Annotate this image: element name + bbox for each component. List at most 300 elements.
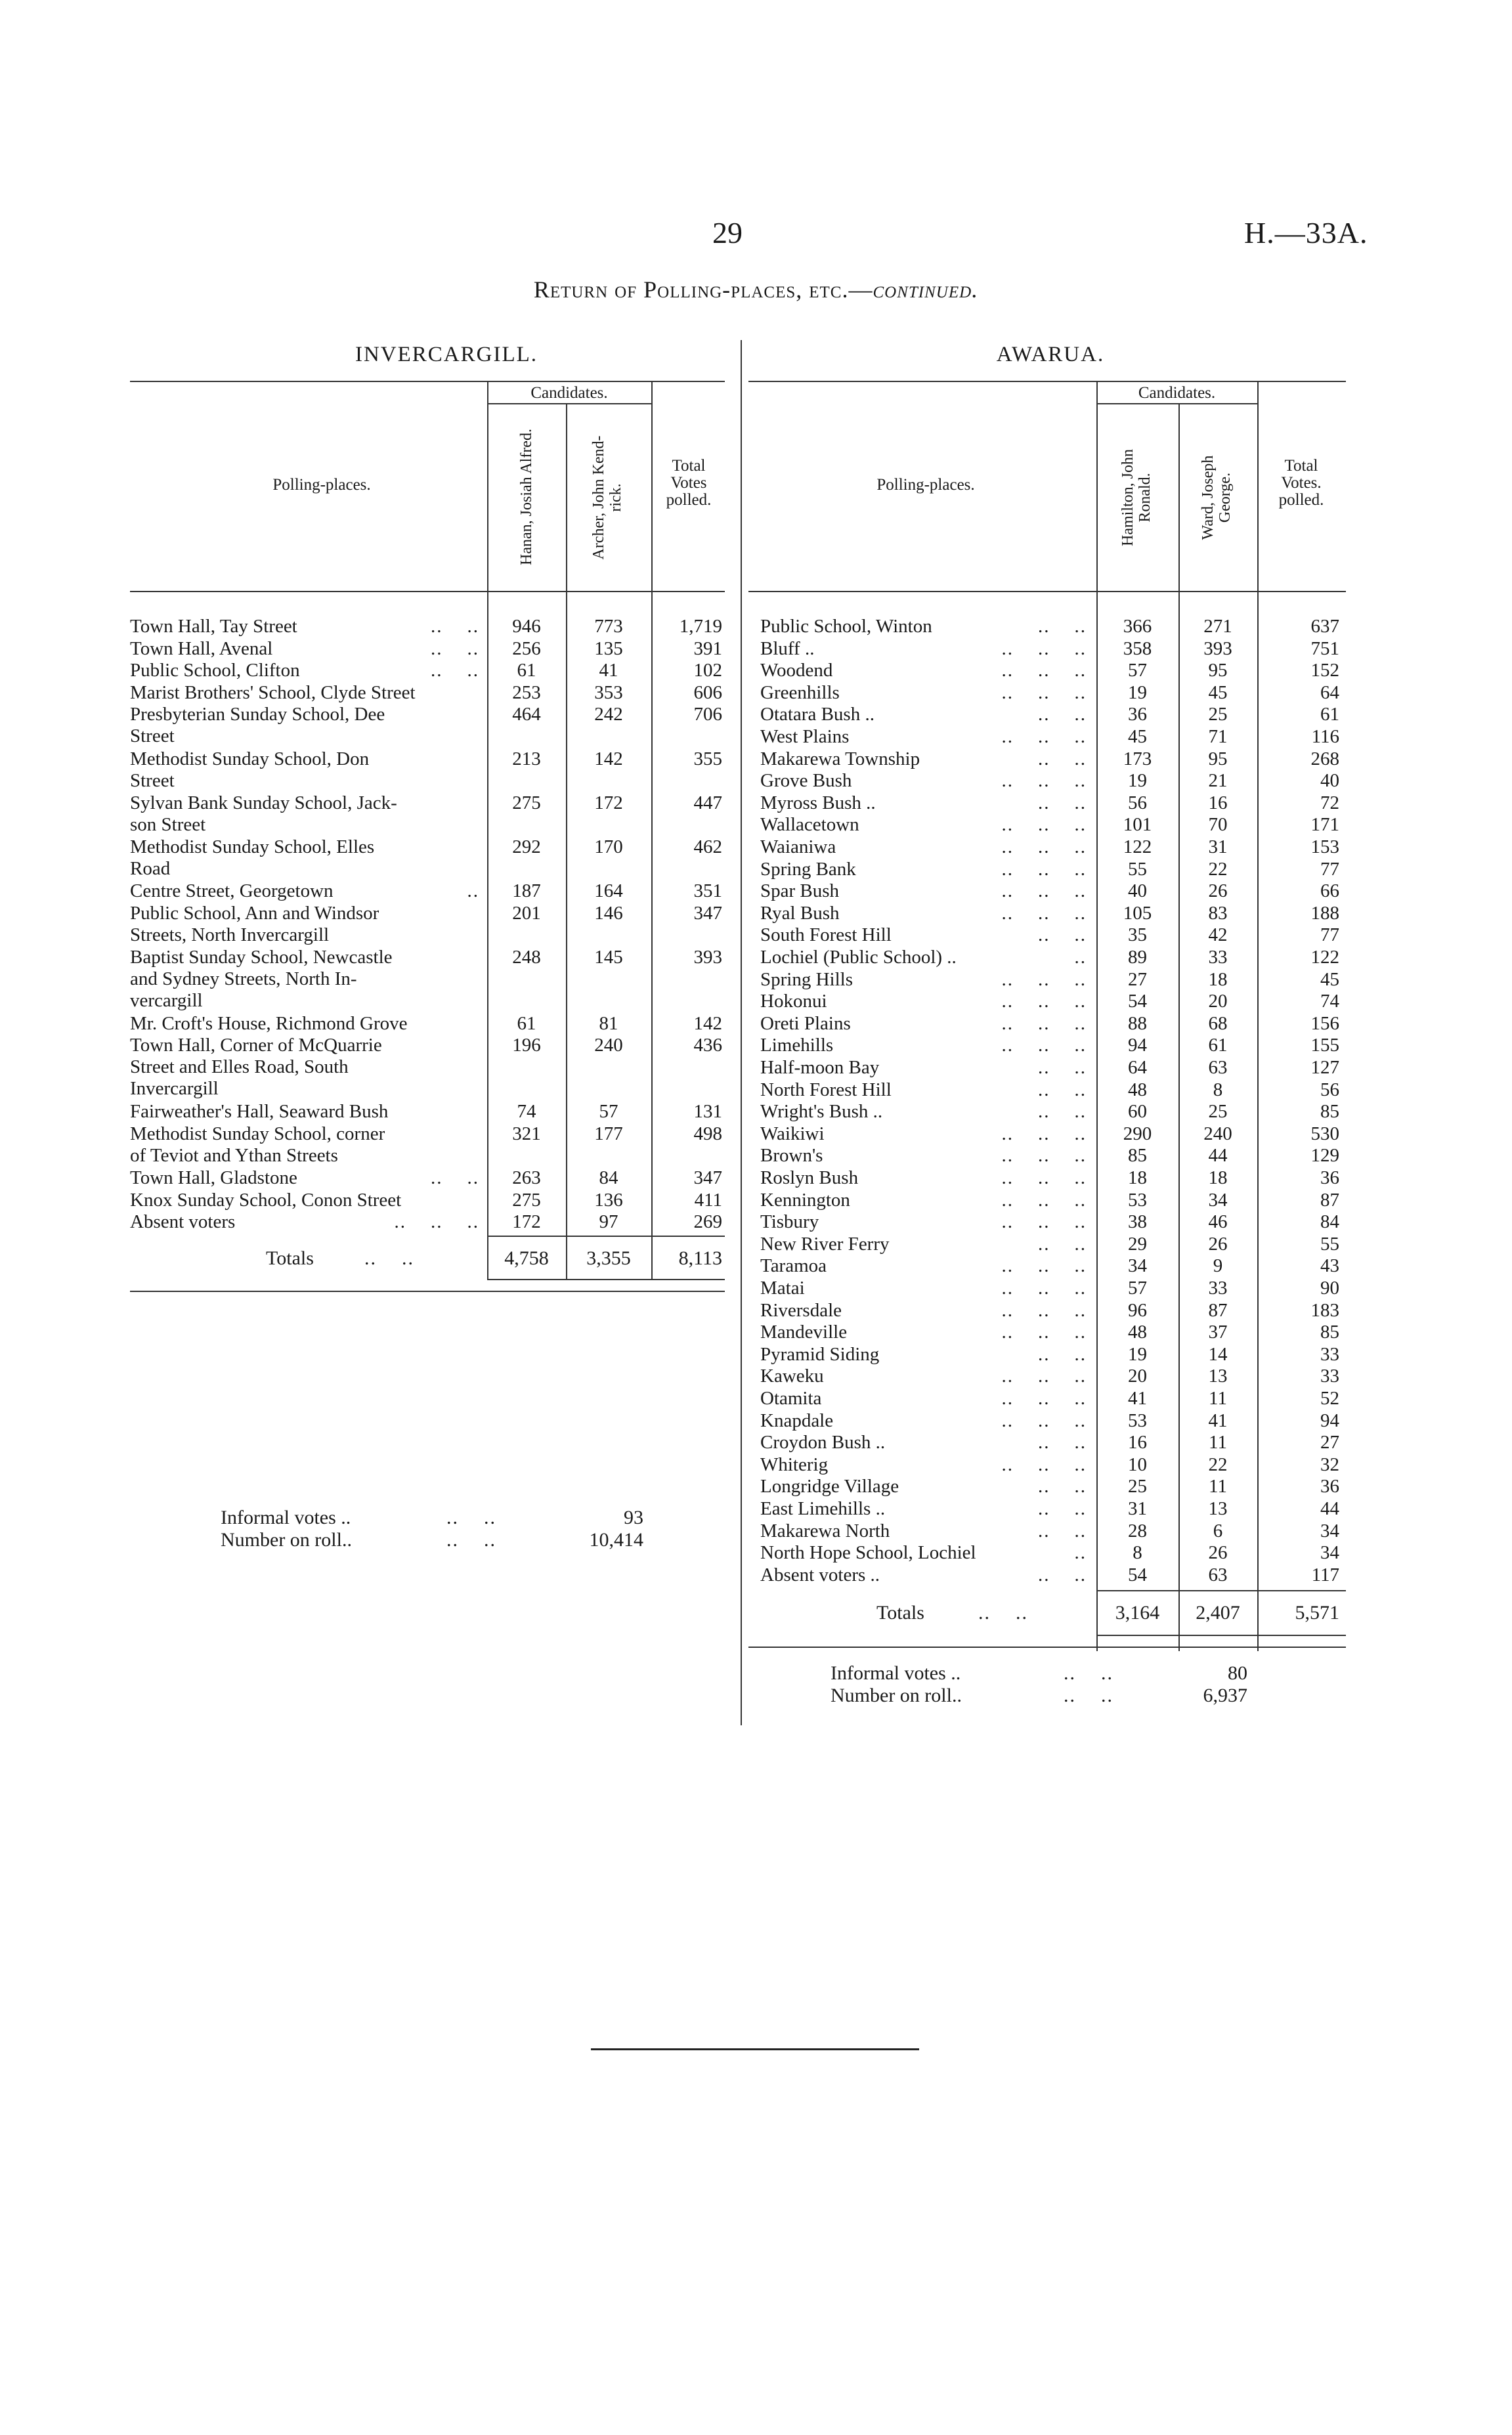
awa-row-leader: .. .. .. [1001,1167,1087,1188]
awa-row-leader: .. [1074,947,1087,968]
awa-row-total: 94 [1320,1410,1339,1431]
inv-roll-label: Number on roll.. [221,1529,352,1551]
awa-row-name: Hokonui [760,991,827,1012]
awa-row-name: Spring Bank [760,858,856,880]
awa-row-votes-a: 57 [1128,660,1147,681]
awa-row-name: Waikiwi [760,1123,825,1144]
awa-row-votes-b: 63 [1208,1057,1228,1078]
inv-row-votes-b: 242 [594,704,623,725]
awa-row-votes-b: 26 [1208,880,1228,902]
awa-row [0,991,1512,1013]
awa-row [0,1564,1512,1587]
inv-row-name: Public School, Clifton [130,660,300,681]
awa-row-votes-b: 22 [1208,858,1228,880]
awa-totals-rule [1096,1590,1346,1591]
awa-row-total: 116 [1311,726,1339,747]
awa-row-leader: .. .. .. [1001,1012,1087,1034]
awa-row-votes-b: 44 [1208,1145,1228,1167]
awa-row-leader: .. .. .. [1001,637,1087,659]
inv-row-votes-b: 136 [594,1189,623,1211]
awa-row-total: 87 [1320,1189,1339,1211]
awa-row [0,638,1512,660]
inv-row-total: 706 [693,704,722,725]
awa-row-leader: .. .. .. [1001,1123,1087,1144]
awa-row-total: 268 [1310,748,1339,769]
awa-row [0,1079,1512,1102]
awa-row-votes-b: 95 [1208,660,1228,681]
awa-row [0,859,1512,881]
inv-row-leader: .. .. [431,660,479,681]
awa-row-leader: .. .. .. [1001,1388,1087,1409]
inv-row-total: 498 [693,1123,722,1144]
awa-row-name: Kennington [760,1189,850,1211]
awa-row-leader: .. .. [1038,1520,1087,1541]
awa-row-votes-b: 34 [1208,1189,1228,1211]
inv-row-votes-a: 61 [517,1012,536,1034]
awa-row-name: Spring Hills [760,968,853,990]
awa-row [0,947,1512,969]
inv-row-name: Sylvan Bank Sunday School, Jack- son Street [130,792,397,835]
inv-row-total: 347 [693,1167,722,1188]
inv-row-votes-a: 256 [512,637,541,659]
awa-row-total: 36 [1320,1167,1339,1188]
awa-row-votes-a: 60 [1128,1101,1147,1123]
awa-row-total: 72 [1320,792,1339,813]
awa-row-votes-a: 35 [1128,924,1147,946]
awa-row-total: 127 [1310,1057,1339,1078]
inv-header-rule [130,591,725,592]
awa-totals-dots: .. .. [978,1602,1028,1624]
inv-row-votes-a: 187 [512,880,541,902]
awa-row-name: West Plains [760,726,850,747]
awa-row-name: Woodend [760,660,833,681]
awa-row-votes-a: 94 [1128,1035,1147,1056]
awa-row [0,836,1512,859]
inv-col-polling: Polling-places. [272,476,371,494]
awa-row [0,770,1512,792]
awa-row [0,748,1512,771]
awa-row [0,1167,1512,1190]
inv-row-name: Marist Brothers' School, Clyde Street [130,681,416,703]
awa-row-votes-b: 11 [1209,1476,1227,1498]
awa-row-votes-b: 240 [1203,1123,1232,1144]
awa-row-leader: .. .. [1038,1498,1087,1519]
inv-row-votes-b: 353 [594,681,623,703]
inv-row-votes-a: 213 [512,748,541,769]
inv-row-votes-a: 292 [512,836,541,857]
awa-row-leader: .. .. [1038,1101,1087,1123]
title-main: Return of Polling-places, etc.— [533,276,873,303]
awa-row-total: 122 [1310,947,1339,968]
inv-row-name: Methodist Sunday School, Elles Road [130,836,375,879]
awa-row-total: 188 [1310,902,1339,924]
awa-top-rule [748,381,1346,382]
awa-row-votes-b: 42 [1208,924,1228,946]
awa-row-name: Grove Bush [760,770,852,792]
awa-row [0,1278,1512,1300]
awa-row [0,660,1512,682]
awa-row-votes-b: 25 [1208,1101,1228,1123]
awa-row-leader: .. .. [1038,1233,1087,1255]
page-bottom-rule [591,2048,919,2050]
awa-row-total: 55 [1320,1233,1339,1255]
awa-row-leader: .. .. .. [1001,991,1087,1012]
awa-row-votes-a: 45 [1128,726,1147,747]
awa-row-name: Knapdale [760,1410,834,1431]
awa-row-name: Makarewa North [760,1520,890,1541]
awa-roll-value: 6,937 [1203,1685,1247,1706]
awa-row [0,1101,1512,1123]
awa-row [0,1542,1512,1564]
awa-row-votes-b: 25 [1208,704,1228,725]
awa-candidates-rule [1096,403,1257,404]
awa-row-votes-a: 366 [1123,616,1152,637]
awa-row-votes-b: 33 [1208,947,1228,968]
awa-row-name: Wright's Bush .. [760,1101,883,1123]
awa-row-leader: .. .. [1038,1343,1087,1365]
awa-row-votes-b: 46 [1208,1211,1228,1233]
inv-informal-value: 93 [624,1507,643,1528]
awa-row-votes-a: 10 [1128,1454,1147,1475]
inv-total-b: 3,355 [586,1247,631,1269]
inv-total-t: 8,113 [678,1247,722,1269]
awa-row-name: North Forest Hill [760,1079,892,1100]
awa-row-total: 33 [1320,1343,1339,1365]
awa-row [0,1366,1512,1388]
inv-row-leader: .. [467,880,479,902]
inv-row-name: Methodist Sunday School, Don Street [130,748,370,791]
awa-row-total: 34 [1320,1542,1339,1564]
awa-row-leader: .. .. [1038,924,1087,946]
awa-row [0,616,1512,638]
inv-row-total: 102 [693,660,722,681]
awa-row-votes-b: 26 [1208,1233,1228,1255]
awa-row-total: 74 [1320,991,1339,1012]
awa-row-total: 183 [1310,1299,1339,1321]
awa-row-votes-a: 41 [1128,1388,1147,1409]
awa-row-votes-a: 27 [1128,968,1147,990]
awa-row-votes-a: 36 [1128,704,1147,725]
awa-row [0,1013,1512,1035]
inv-row-name: Public School, Ann and Windsor Streets, North Invercargill [130,902,379,945]
inv-row-votes-a: 275 [512,792,541,813]
awa-row-name: Public School, Winton [760,616,932,637]
awa-candidate-2: Ward, Joseph George. [1199,455,1234,540]
awa-row-votes-a: 25 [1128,1476,1147,1498]
awa-roll-dots: .. .. [1064,1685,1113,1706]
awa-row-name: North Hope School, Lochiel [760,1542,976,1564]
awa-row-leader: .. .. .. [1001,1211,1087,1233]
awa-row [0,1322,1512,1344]
awa-row-leader: .. .. .. [1001,770,1087,792]
awa-row-total: 45 [1320,968,1339,990]
inv-row-total: 351 [693,880,722,902]
awa-row-votes-b: 11 [1209,1388,1227,1409]
awa-row-total: 155 [1310,1035,1339,1056]
inv-col-total: Total Votes polled. [666,457,712,509]
awa-row-total: 153 [1310,836,1339,857]
inv-informal-label: Informal votes .. [221,1507,351,1528]
awa-row [0,1388,1512,1410]
awa-row-votes-a: 19 [1128,770,1147,792]
awa-row [0,1498,1512,1520]
inv-row-name: Absent voters [130,1211,236,1233]
awa-row-name: Riversdale [760,1299,842,1321]
awa-row-total: 751 [1310,637,1339,659]
inv-row-votes-b: 240 [594,1035,623,1056]
awa-row-leader: .. .. [1038,704,1087,725]
awa-row-votes-a: 53 [1128,1189,1147,1211]
inv-row-votes-a: 464 [512,704,541,725]
awa-roll-label: Number on roll.. [831,1685,962,1706]
awa-row-votes-b: 13 [1208,1498,1228,1519]
awa-row-total: 64 [1320,681,1339,703]
inv-row-name: Methodist Sunday School, corner of Teviot and Ythan Streets [130,1123,385,1166]
awa-row-name: Otatara Bush .. [760,704,875,725]
inv-row-votes-b: 177 [594,1123,623,1144]
inv-candidate-2: Archer, John Kend- rick. [590,435,624,560]
inv-row-name: Town Hall, Tay Street [130,616,297,637]
awa-row-total: 33 [1320,1366,1339,1387]
awa-row-leader: .. .. .. [1001,1145,1087,1167]
awa-row-votes-a: 290 [1123,1123,1152,1144]
awarua-heading: AWARUA. [996,343,1105,366]
awa-col-candidates: Candidates. [1138,384,1216,402]
inv-row-votes-a: 196 [512,1035,541,1056]
awa-row-leader: .. .. [1038,1564,1087,1585]
awa-row-name: Roslyn Bush [760,1167,859,1188]
inv-row-total: 447 [693,792,722,813]
awa-row-total: 77 [1320,924,1339,946]
inv-row-votes-b: 145 [594,947,623,968]
inv-total-a: 4,758 [504,1247,549,1269]
awa-row-votes-a: 105 [1123,902,1152,924]
awa-row [0,1344,1512,1366]
inv-row-votes-a: 74 [517,1101,536,1123]
inv-row-name: Presbyterian Sunday School, Dee Street [130,704,385,747]
awa-row [0,1255,1512,1278]
inv-row-votes-a: 61 [517,660,536,681]
awa-row-votes-a: 29 [1128,1233,1147,1255]
document-reference: H.—33A. [1244,216,1368,249]
awa-bottom-rule-full [748,1647,1346,1648]
awa-row-votes-a: 40 [1128,880,1147,902]
inv-row-votes-b: 81 [599,1012,618,1034]
awa-row-votes-a: 8 [1133,1542,1142,1564]
awa-row-votes-b: 20 [1208,991,1228,1012]
awa-row-name: New River Ferry [760,1233,890,1255]
awa-row-votes-b: 83 [1208,902,1228,924]
awa-row-votes-a: 34 [1128,1255,1147,1277]
inv-candidates-rule [487,403,651,404]
awa-row-votes-a: 89 [1128,947,1147,968]
awa-total-t: 5,571 [1295,1602,1339,1624]
awa-row-total: 56 [1320,1079,1339,1100]
awa-row-votes-b: 16 [1208,792,1228,813]
awa-row [0,1432,1512,1454]
awa-row-votes-b: 8 [1213,1079,1223,1100]
awa-row-leader: .. [1074,1542,1087,1564]
awa-header-rule [748,591,1346,592]
awa-row-leader: .. .. [1038,1057,1087,1078]
inv-row-name: Town Hall, Avenal [130,637,273,659]
inv-row-votes-a: 321 [512,1123,541,1144]
awa-row-votes-a: 54 [1128,1564,1147,1585]
awa-row [0,924,1512,947]
inv-row-total: 393 [693,947,722,968]
awa-row-name: Spar Bush [760,880,840,902]
awa-row-votes-b: 61 [1208,1035,1228,1056]
awa-row-votes-b: 95 [1208,748,1228,769]
awa-row-name: Limehills [760,1035,834,1056]
inv-roll-value: 10,414 [589,1529,643,1551]
inv-row-total: 1,719 [679,616,722,637]
page-number: 29 [712,216,743,249]
awa-row [0,704,1512,726]
awa-row-name: Makarewa Township [760,748,920,769]
awa-row [0,903,1512,925]
awa-row-name: Wallacetown [760,814,859,836]
awa-row-votes-b: 271 [1203,616,1232,637]
awa-row-votes-a: 57 [1128,1278,1147,1299]
awa-row-votes-b: 9 [1213,1255,1223,1277]
invercargill-heading: INVERCARGILL. [355,343,538,366]
inv-row-votes-b: 146 [594,902,623,924]
awa-row-votes-b: 21 [1208,770,1228,792]
inv-row-total: 142 [693,1012,722,1034]
inv-row-total: 606 [693,681,722,703]
awa-row-votes-a: 53 [1128,1410,1147,1431]
inv-row-total: 391 [693,637,722,659]
awa-row-votes-a: 88 [1128,1012,1147,1034]
awa-row-leader: .. .. .. [1001,1255,1087,1277]
awa-row [0,682,1512,704]
awa-row [0,1454,1512,1476]
awa-row-name: Mandeville [760,1322,848,1343]
awa-row [0,814,1512,836]
awa-informal-dots: .. .. [1064,1662,1113,1684]
awa-row-name: Lochiel (Public School) .. [760,947,957,968]
awa-row-leader: .. .. .. [1001,968,1087,990]
awa-col-polling: Polling-places. [876,476,975,494]
inv-row-name: Fairweather's Hall, Seaward Bush [130,1101,389,1123]
title-suffix: continued. [873,276,979,303]
awa-row-leader: .. .. .. [1001,1299,1087,1321]
inv-row-votes-a: 275 [512,1189,541,1211]
awa-row-leader: .. .. .. [1001,726,1087,747]
inv-row-votes-b: 57 [599,1101,618,1123]
awa-row [0,1410,1512,1433]
awa-row-votes-b: 70 [1208,814,1228,836]
awa-row-votes-b: 393 [1203,637,1232,659]
awa-row-name: Whiterig [760,1454,829,1475]
awa-row-votes-b: 45 [1208,681,1228,703]
inv-top-rule [130,381,725,382]
awa-row [0,1145,1512,1167]
awa-row-votes-a: 96 [1128,1299,1147,1321]
awa-totals-label: Totals [876,1602,924,1624]
awa-row-votes-b: 31 [1208,836,1228,857]
inv-row-leader: .. .. .. [394,1211,479,1233]
awa-row-name: Brown's [760,1145,823,1167]
inv-row-votes-a: 946 [512,616,541,637]
awa-row-leader: .. .. .. [1001,880,1087,902]
inv-row-votes-b: 135 [594,637,623,659]
awa-row-votes-a: 48 [1128,1079,1147,1100]
awa-row-votes-b: 13 [1208,1366,1228,1387]
inv-row-leader: .. .. [431,616,479,637]
awa-row-total: 90 [1320,1278,1339,1299]
awa-row-name: Bluff .. [760,637,815,659]
inv-row-votes-b: 97 [599,1211,618,1233]
inv-row-votes-a: 172 [512,1211,541,1233]
awa-row-votes-b: 87 [1208,1299,1228,1321]
awa-row-votes-a: 31 [1128,1498,1147,1519]
inv-row-votes-b: 84 [599,1167,618,1188]
inv-row-votes-b: 142 [594,748,623,769]
awa-row-total: 40 [1320,770,1339,792]
inv-row-votes-b: 41 [599,660,618,681]
awa-row-total: 43 [1320,1255,1339,1277]
awa-row-total: 637 [1310,616,1339,637]
awa-row-leader: .. .. .. [1001,836,1087,857]
inv-row-votes-b: 170 [594,836,623,857]
awa-row-leader: .. .. .. [1001,858,1087,880]
awa-row-leader: .. .. .. [1001,1322,1087,1343]
awa-row-leader: .. .. .. [1001,902,1087,924]
inv-informal-dots: .. .. [446,1507,496,1528]
awa-row-leader: .. .. .. [1001,1454,1087,1475]
inv-row-leader: .. .. [431,637,479,659]
awa-row-leader: .. .. .. [1001,681,1087,703]
awa-row-leader: .. .. [1038,1079,1087,1100]
inv-row-name: Town Hall, Corner of McQuarrie Street and Elles Road, South Invercargill [130,1035,382,1100]
awa-candidate-1: Hamilton, John Ronald. [1119,449,1154,546]
awa-row-name: Half-moon Bay [760,1057,880,1078]
inv-row-leader: .. .. [431,1167,479,1188]
awa-row [0,1190,1512,1212]
awa-row [0,1211,1512,1234]
awa-row-total: 32 [1320,1454,1339,1475]
inv-row-name: Mr. Croft's House, Richmond Grove [130,1012,408,1034]
awa-row-total: 34 [1320,1520,1339,1541]
awa-row-name: Longridge Village [760,1476,899,1498]
awa-row-total: 66 [1320,880,1339,902]
awa-row-leader: .. .. [1038,616,1087,637]
awa-row-name: Croydon Bush .. [760,1432,886,1454]
awa-row-total: 530 [1310,1123,1339,1144]
awa-row-votes-b: 18 [1208,1167,1228,1188]
awa-row-total: 52 [1320,1388,1339,1409]
awa-row-total: 85 [1320,1322,1339,1343]
awa-row [0,792,1512,815]
awa-row-name: Waianiwa [760,836,836,857]
awa-row-votes-a: 48 [1128,1322,1147,1343]
awa-row-name: South Forest Hill [760,924,892,946]
inv-row-total: 269 [693,1211,722,1233]
awa-col-total: Total Votes. polled. [1278,457,1324,509]
awa-row-leader: .. .. [1038,748,1087,769]
awa-row-votes-b: 14 [1208,1343,1228,1365]
awa-row-total: 117 [1311,1564,1339,1585]
awa-row-votes-a: 20 [1128,1366,1147,1387]
awa-row-leader: .. .. .. [1001,1189,1087,1211]
awa-row-votes-b: 22 [1208,1454,1228,1475]
awa-row-total: 27 [1320,1432,1339,1454]
inv-row-total: 462 [693,836,722,857]
awa-row-votes-a: 18 [1128,1167,1147,1188]
awa-row-total: 44 [1320,1498,1339,1519]
